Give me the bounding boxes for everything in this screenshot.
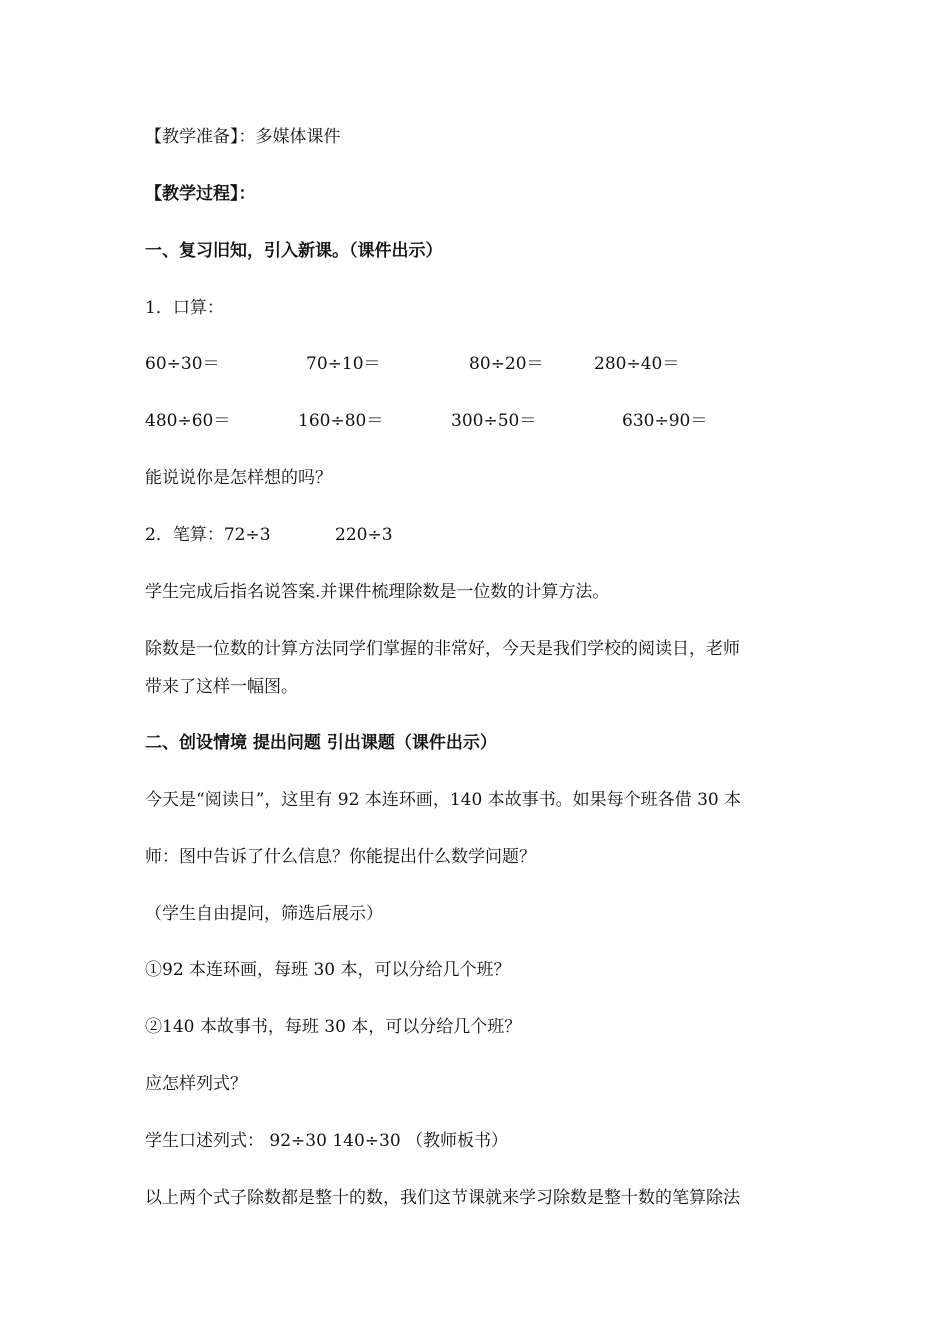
oral-expression: 630÷90＝ [622,411,708,431]
written-expression: 220÷3 [335,525,393,545]
student-note: （学生自由提问，筛选后展示） [145,904,383,924]
section-1-heading: 一、复习旧知，引入新课。（课件出示） [145,241,443,261]
praise-paragraph-line-2: 带来了这样一幅图。 [145,677,298,697]
oral-expression: 80÷20＝ [469,354,544,374]
oral-expression: 60÷30＝ [145,354,220,374]
oral-expression: 160÷80＝ [298,411,384,431]
oral-calculation-label: 1．口算： [145,298,224,318]
teacher-question: 师：图中告诉了什么信息？你能提出什么数学问题？ [145,847,536,867]
written-calculation-label: 2．笔算：72÷3 [145,525,271,545]
after-answer-paragraph: 学生完成后指名说答案.并课件梳理除数是一位数的计算方法。 [145,582,610,602]
teaching-process-heading: 【教学过程】： [145,184,256,204]
ask-method-question: 能说说你是怎样想的吗？ [145,468,332,488]
how-to-list-question: 应怎样列式？ [145,1074,247,1094]
teaching-preparation: 【教学准备】：多媒体课件 [145,127,341,147]
oral-expression: 70÷10＝ [306,354,381,374]
oral-expression: 300÷50＝ [451,411,537,431]
oral-expression: 480÷60＝ [145,411,231,431]
section-2-heading: 二、创设情境 提出问题 引出课题（课件出示） [145,733,497,753]
conclusion-paragraph: 以上两个式子除数都是整十的数，我们这节课就来学习除数是整十数的笔算除法 [145,1188,740,1208]
student-list-expressions: 学生口述列式： 92÷30 140÷30 （教师板书） [145,1131,509,1151]
praise-paragraph-line-1: 除数是一位数的计算方法同学们掌握的非常好，今天是我们学校的阅读日，老师 [145,639,740,659]
question-1: ①92 本连环画，每班 30 本，可以分给几个班？ [145,960,511,980]
reading-day-paragraph: 今天是“阅读日”，这里有 92 本连环画，140 本故事书。如果每个班各借 30 本 [145,790,742,810]
oral-expression: 280÷40＝ [594,354,680,374]
question-2: ②140 本故事书，每班 30 本，可以分给几个班？ [145,1017,522,1037]
